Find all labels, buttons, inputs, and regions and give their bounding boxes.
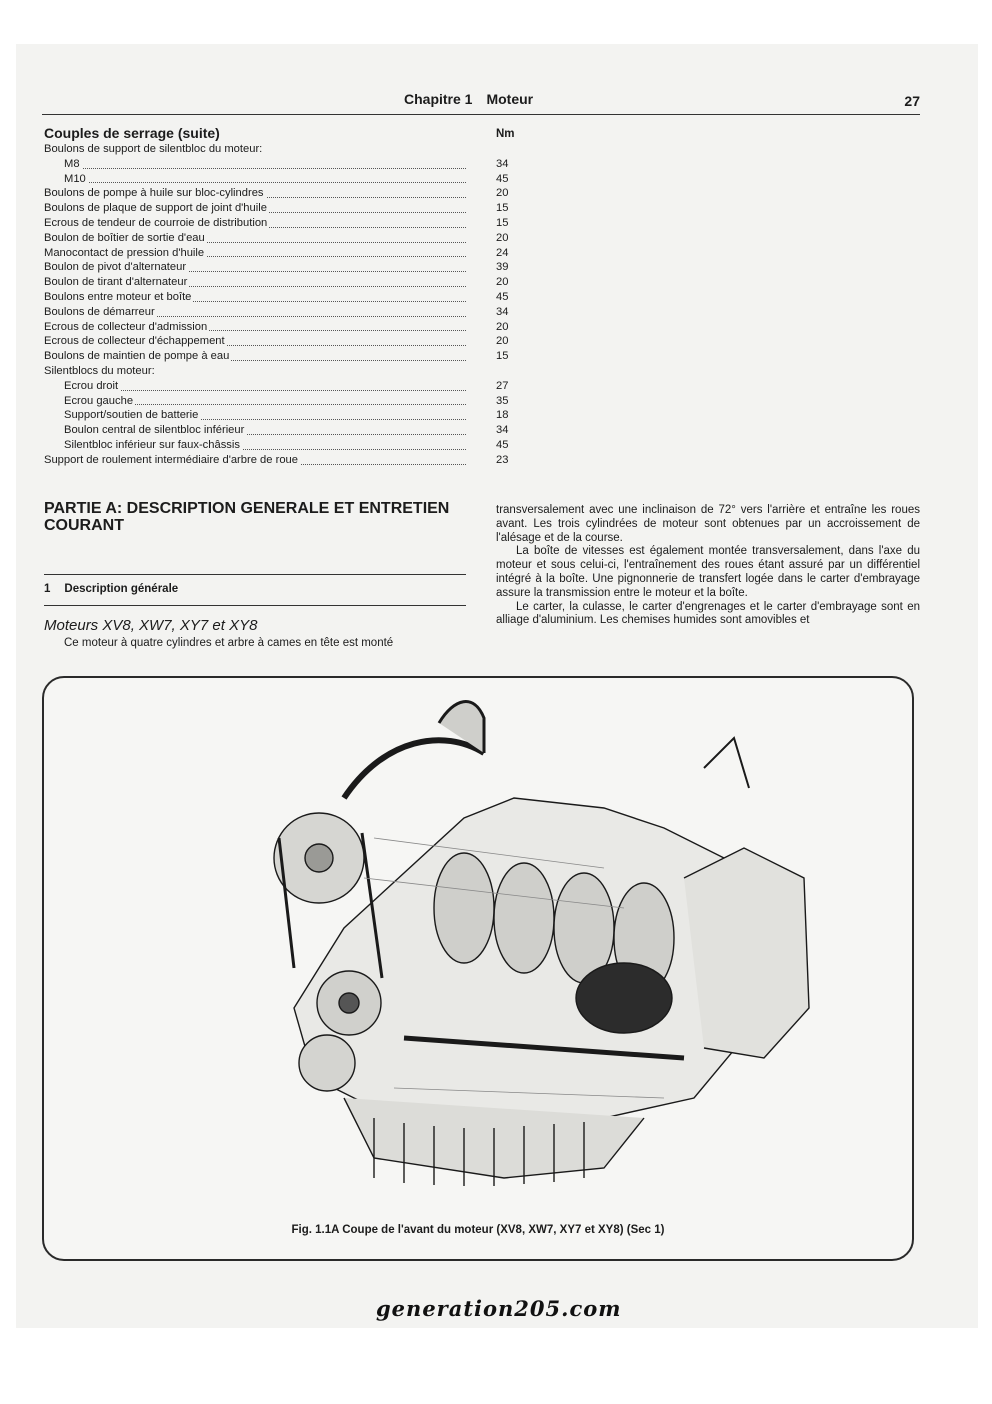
torque-row-label: Ecrous de collecteur d'admission bbox=[44, 320, 208, 333]
torque-row-value: 34 bbox=[496, 157, 509, 170]
torque-row bbox=[44, 305, 524, 320]
torque-row-label: M8 bbox=[64, 157, 80, 170]
torque-row-label: Ecrous de collecteur d'échappement bbox=[44, 335, 225, 348]
engine-subheading: Moteurs XV8, XW7, XY7 et XY8 bbox=[44, 617, 258, 634]
torque-row-value: 18 bbox=[496, 409, 509, 422]
right-column bbox=[496, 504, 920, 628]
torque-row-value: 23 bbox=[496, 453, 509, 466]
torque-row-label: Silentbloc inférieur sur faux-châssis bbox=[64, 438, 240, 451]
torque-row bbox=[44, 142, 524, 157]
engine-figure bbox=[42, 676, 914, 1261]
engine-cutaway-illustration bbox=[44, 678, 912, 1259]
torque-row-label: Boulons de démarreur bbox=[44, 305, 155, 318]
torque-row-label: Support de roulement intermédiaire d'arbre de roue bbox=[44, 453, 299, 466]
right-paragraph-3: Le carter, la culasse, le carter d'engrenages et le carter d'embrayage sont en alliage d'aluminium. Les chemises humides sont amovibles et bbox=[496, 600, 920, 627]
torque-row bbox=[44, 260, 524, 275]
torque-row-label: Boulons entre moteur et boîte bbox=[44, 290, 192, 303]
torque-row bbox=[44, 334, 524, 349]
torque-row-label: Manocontact de pression d'huile bbox=[44, 246, 205, 259]
page-number: 27 bbox=[904, 93, 920, 109]
left-paragraph: Ce moteur à quatre cylindres et arbre à cames en tête est monté bbox=[64, 637, 394, 649]
torque-row-label: Silentblocs du moteur: bbox=[44, 364, 155, 377]
torque-row bbox=[44, 379, 524, 394]
torque-row bbox=[44, 423, 524, 438]
torque-table bbox=[44, 124, 524, 468]
torque-row bbox=[44, 172, 524, 187]
torque-row-label: Ecrou droit bbox=[64, 379, 119, 392]
torque-row-label: Boulon de tirant d'alternateur bbox=[44, 276, 188, 289]
torque-row bbox=[44, 364, 524, 379]
torque-title: Couples de serrage (suite) bbox=[44, 125, 220, 141]
right-paragraph-2: La boîte de vitesses est également montée transversalement, dans l'axe du moteur et sous celui-ci, l'entraînement des roues étant assuré par un différentiel intégré à la boîte. Une pignonnerie de transfert logée dans le carter d'embrayage assure la transmission entre le moteur et la boîte. bbox=[496, 545, 920, 599]
torque-row-label: M10 bbox=[64, 172, 86, 185]
torque-row bbox=[44, 216, 524, 231]
torque-row-value: 20 bbox=[496, 276, 509, 289]
torque-row bbox=[44, 290, 524, 305]
torque-row bbox=[44, 320, 524, 335]
torque-row-label: Ecrous de tendeur de courroie de distribution bbox=[44, 216, 268, 229]
watermark-text: generation205.com bbox=[376, 1296, 622, 1321]
torque-row bbox=[44, 246, 524, 261]
page-header bbox=[42, 88, 920, 115]
torque-row-label: Boulon central de silentbloc inférieur bbox=[64, 424, 245, 437]
torque-row bbox=[44, 394, 524, 409]
torque-row-label: Boulons de plaque de support de joint d'huile bbox=[44, 202, 267, 215]
chapter-label: Chapitre 1 bbox=[404, 91, 473, 107]
figure-caption: Fig. 1.1A Coupe de l'avant du moteur (XV8, XW7, XY7 et XY8) (Sec 1) bbox=[291, 1224, 665, 1236]
torque-row-value: 15 bbox=[496, 350, 509, 363]
torque-row-value: 15 bbox=[496, 202, 509, 215]
torque-row bbox=[44, 231, 524, 246]
torque-row-value: 15 bbox=[496, 216, 509, 229]
torque-row bbox=[44, 453, 524, 468]
torque-row bbox=[44, 349, 524, 364]
torque-row bbox=[44, 186, 524, 201]
torque-row-value: 34 bbox=[496, 305, 509, 318]
torque-row bbox=[44, 157, 524, 172]
torque-rows bbox=[44, 142, 524, 468]
torque-row-value: 20 bbox=[496, 320, 509, 333]
chapter-name: Moteur bbox=[486, 91, 534, 107]
torque-row-value: 27 bbox=[496, 379, 509, 392]
section-number: 1 bbox=[44, 583, 51, 595]
torque-row-value: 45 bbox=[496, 438, 509, 451]
torque-row-value: 20 bbox=[496, 187, 509, 200]
torque-row-label: Support/soutien de batterie bbox=[64, 409, 199, 422]
torque-row-value: 35 bbox=[496, 394, 509, 407]
torque-row-label: Boulons de pompe à huile sur bloc-cylindres bbox=[44, 187, 264, 200]
torque-row-label: Boulon de boîtier de sortie d'eau bbox=[44, 231, 205, 244]
torque-row-value: 24 bbox=[496, 246, 509, 259]
torque-row bbox=[44, 438, 524, 453]
chapter-heading bbox=[404, 91, 547, 107]
section-heading bbox=[44, 574, 466, 606]
torque-row-label: Boulons de maintien de pompe à eau bbox=[44, 350, 230, 363]
torque-unit: Nm bbox=[496, 128, 515, 140]
torque-row-value: 34 bbox=[496, 424, 509, 437]
torque-row-value: 45 bbox=[496, 290, 509, 303]
torque-row bbox=[44, 408, 524, 423]
part-a-title: PARTIE A: DESCRIPTION GENERALE ET ENTRETIEN COURANT bbox=[44, 500, 450, 534]
torque-row bbox=[44, 275, 524, 290]
torque-row-value: 20 bbox=[496, 231, 509, 244]
torque-row-label: Ecrou gauche bbox=[64, 394, 134, 407]
right-paragraph-1: transversalement avec une inclinaison de 72° vers l'arrière et entraîne les roues avant. Les trois cylindrées de moteur sont obtenues par un accroissement de l'alésage et de la course. bbox=[496, 504, 920, 544]
torque-row-value: 20 bbox=[496, 335, 509, 348]
torque-row-label: Boulons de support de silentbloc du moteur: bbox=[44, 143, 263, 155]
torque-row bbox=[44, 201, 524, 216]
torque-row-value: 39 bbox=[496, 261, 509, 274]
section-title: Description générale bbox=[64, 583, 179, 595]
torque-row-label: Boulon de pivot d'alternateur bbox=[44, 261, 187, 274]
torque-row-value: 45 bbox=[496, 172, 509, 185]
